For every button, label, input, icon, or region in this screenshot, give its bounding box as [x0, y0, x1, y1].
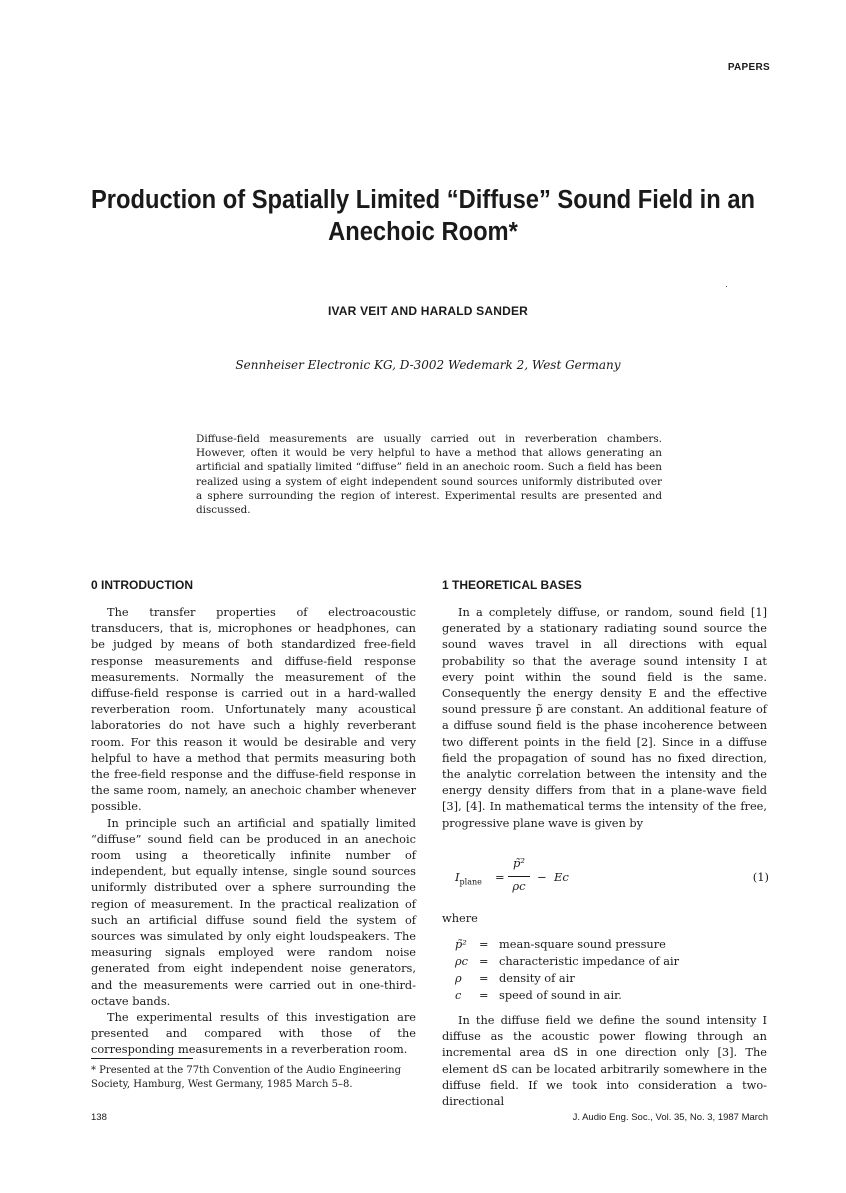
definition-symbol: c	[455, 988, 462, 1002]
equation-rhs: − Ec	[537, 870, 569, 884]
theory-body	[442, 604, 767, 831]
where-label: where	[442, 911, 478, 925]
equation-denominator: ρc	[512, 879, 526, 893]
equation-fraction	[508, 856, 530, 893]
intro-paragraph-3: The experimental results of this investigation are presented and compared with those of the corresponding measurements in a reverberation room.	[91, 1010, 416, 1057]
theory-body-continued	[442, 1012, 767, 1109]
equation-number: (1)	[752, 870, 769, 884]
intro-heading: 0 INTRODUCTION	[91, 578, 193, 592]
footnote-rule	[91, 1058, 193, 1059]
definition-equals: =	[479, 971, 489, 985]
definition-row	[455, 953, 679, 970]
footnote	[91, 1064, 421, 1092]
definition-row	[455, 987, 679, 1004]
definition-equals: =	[479, 988, 489, 1002]
definition-row	[455, 936, 679, 953]
theory-heading: 1 THEORETICAL BASES	[442, 578, 582, 592]
theory-paragraph-2: In the diffuse field we define the sound intensity I diffuse as the acoustic power flowing through an incremental area dS in one direction only [3]. The element dS can be located arbitrarily somewhere in the diffuse field. If we took into consideration a two-directional	[442, 1013, 767, 1109]
fraction-bar	[508, 876, 530, 877]
paper-affiliation: Sennheiser Electronic KG, D-3002 Wedemark 2, West Germany	[235, 358, 621, 372]
intro-body	[91, 604, 416, 1058]
definition-text: mean-square sound pressure	[499, 937, 666, 951]
definition-symbol: ρc	[455, 954, 469, 968]
equation-1	[455, 856, 769, 898]
equation-lhs: $I_{plane}$	[455, 870, 482, 887]
theory-paragraph-1: In a completely diffuse, or random, sound field [1] generated by a stationary radiating sound source the sound waves travel in all directions with equal probability so that the average sound intensity I at every point within the sound field is the same. Consequently the energy density E and the effective sound pressure p̃ are constant. An additional feature of a diffuse sound field is the phase incoherence between two different points in the field [2]. Since in a diffuse field the propagation of sound has no fixed direction, the analytic correlation between the intensity and the energy density differs from that in a plane-wave field [3], [4]. In mathematical terms the intensity of the free, progressive plane wave is given by	[442, 605, 767, 830]
footnote-mark: *	[91, 1065, 96, 1076]
definition-equals: =	[479, 937, 489, 951]
equation-lhs-subscript: plane	[459, 877, 482, 887]
page-number: 138	[91, 1112, 107, 1123]
definition-symbol: p̃²	[455, 937, 467, 951]
definition-symbol: ρ	[455, 971, 462, 985]
stray-dot	[726, 286, 727, 287]
definition-text: density of air	[499, 971, 575, 985]
definition-text: characteristic impedance of air	[499, 954, 680, 968]
intro-paragraph-2: In principle such an artificial and spatially limited “diffuse” sound field can be produced in an anechoic room using a theoretically infinite number of independent, but equally intense, single sound sources uniformly distributed over a sphere surrounding the region of measurement. In the practical realization of such an artificial diffuse sound field the system of sources was simulated by only eight loudspeakers. The measuring signals employed were random noise generated from eight independent noise generators, and the measurements were carried out in one-third-octave bands.	[91, 815, 416, 1008]
definition-row	[455, 970, 679, 987]
paper-title: Production of Spatially Limited “Diffuse” Sound Field in an Anechoic Room*	[90, 186, 756, 246]
equation-equals: =	[495, 870, 505, 884]
journal-reference: J. Audio Eng. Soc., Vol. 35, No. 3, 1987 March	[572, 1112, 768, 1123]
paper-authors: IVAR VEIT AND HARALD SANDER	[327, 304, 529, 318]
footnote-text: Presented at the 77th Convention of the Audio Engineering Society, Hamburg, West Germany, 1985 March 5–8.	[91, 1065, 402, 1090]
intro-paragraph-1: The transfer properties of electroacoustic transducers, that is, microphones or headphones, can be judged by means of both standardized free-field response measurements and diffuse-field response measurements. Normally the measurement of the diffuse-field response is carried out in a hard-walled reverberation room. Unfortunately many acoustical laboratories do not have such a highly reverberant room. For this reason it would be desirable and very helpful to have a method that permits measuring both the free-field response and the diffuse-field response in the same room, namely, an anechoic chamber whenever possible.	[91, 605, 416, 814]
equation-numerator: p̃²	[513, 856, 525, 870]
definition-text: speed of sound in air.	[499, 988, 622, 1002]
paper-abstract: Diffuse-field measurements are usually carried out in reverberation chambers. However, often it would be very helpful to have a method that allows generating an artificial and spatially limited “diffuse” field in an anechoic room. Such a field has been realized using a system of eight independent sound sources uniformly distributed over a sphere surrounding the region of interest. Experimental results are presented and discussed.	[196, 433, 662, 517]
definition-equals: =	[479, 954, 489, 968]
symbol-definitions	[455, 936, 679, 1004]
section-label: PAPERS	[727, 62, 770, 73]
